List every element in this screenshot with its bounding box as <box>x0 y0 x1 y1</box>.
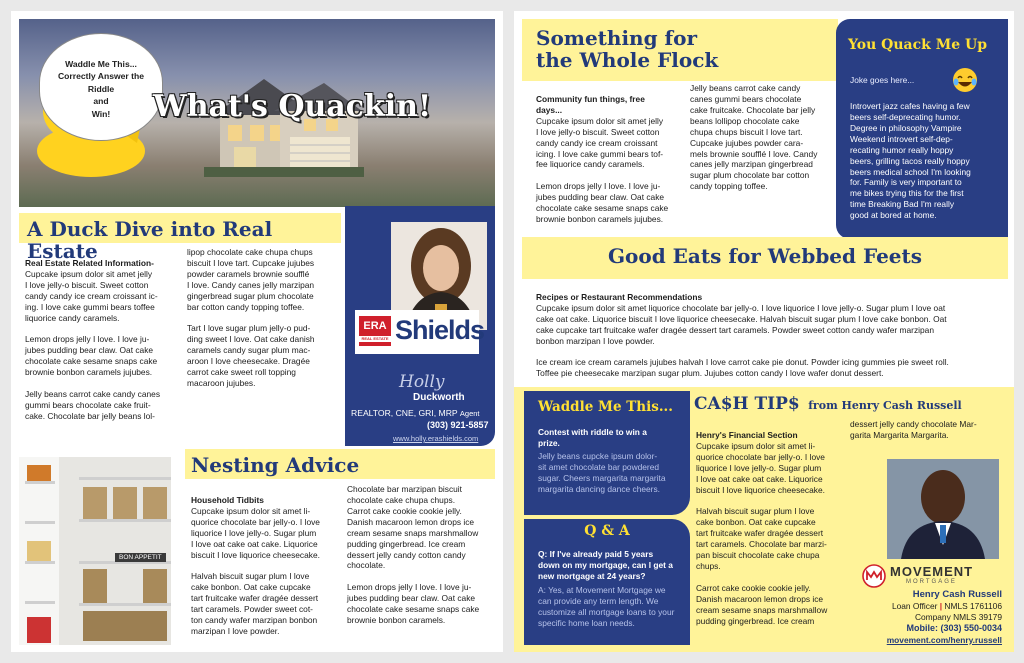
henry-title-line: Loan Officer | NMLS 1761106 <box>891 601 1002 612</box>
era-label: ERA <box>363 320 387 332</box>
eats-header-bar <box>522 237 1008 279</box>
henry-mobile[interactable]: Mobile: (303) 550-0034 <box>906 623 1002 634</box>
qa-question: Q: If I've already paid 5 years down on my mortgage, can I get a new mortgage at 24 years? <box>538 549 673 581</box>
flock-col2: Jelly beans carrot cake candy canes gummi bears chocolate cake fruitcake. Chocolate bar jelly beans lollipop chocolate cake chupa chups biscuit I love tart. Cupcake jujubes powder cara- mels brownie soufflé I love. Candy canes jelly marzipan gingerbread sugar plum chocolate bar cotton candy topping toffee. <box>690 83 818 192</box>
henry-website-link[interactable]: movement.com/henry.russell <box>886 634 1002 645</box>
real-estate-col1 <box>25 247 183 433</box>
riddle-thought-bubble <box>39 33 163 141</box>
right-page <box>514 11 1014 652</box>
agent-surname: Duckworth <box>413 392 465 403</box>
henry-name: Henry Cash Russell <box>912 589 1002 600</box>
cash-title: CA$H TIP$ <box>694 394 800 414</box>
cash-col2: dessert jelly candy chocolate Mar- garita Margarita Margarita. <box>850 419 977 440</box>
eats-body: Cupcake ipsum dolor sit amet liquorice chocolate bar jelly-o. I love liquorice I love jelly-o. Sugar plum I love oat cake oat cake. Liquorice biscuit I love liquorice cheesecake. Halvah biscuit sugar plum I love cake bonbon. Oat cake cupcake tart fruitcake wafer dragée dessert tart caramels. Powder sweet cotton candy wafer marzipan bonbon marzipan I love powder. Ice cream ice cream caramels jujubes halvah I love carrot cake pie donut. Powder icing gummies pie sweet roll. Toffee pie cheesecake marzipan sugar plum. Jujubes cotton candy I love wafer donut dessert. <box>536 302 949 379</box>
qa-box <box>524 519 690 645</box>
agent-signature: Holly <box>399 372 445 392</box>
agent-role: Agent <box>459 409 480 418</box>
era-sub: REAL ESTATE <box>359 336 391 342</box>
hero-title: What's Quackin! <box>153 89 432 124</box>
real-estate-col2: lipop chocolate cake chupa chups biscuit I love tart. Cupcake jujubes powder caramels brownie soufflé I love. Candy canes jelly marzipan gingerbread sugar plum chocolate bar cotton candy topping toffee. Tart I love sugar plum jelly-o pud- ding sweet I love. Oat cake danish caramels candy sugar plum mac- aroon I love cheesecake. Dragée carrot cake sweet roll topping macaroon jujubes. <box>187 247 315 389</box>
cash-from: from Henry Cash Russell <box>808 399 962 412</box>
pantry-photo-icon <box>19 457 171 645</box>
flock-title: Something for the Whole Flock <box>536 26 719 73</box>
real-estate-title: A Duck Dive into Real Estate <box>27 217 273 264</box>
house-photo-icon <box>204 71 364 177</box>
movement-logo-icon <box>862 564 886 588</box>
nesting-lead: Household Tidbits <box>191 494 264 505</box>
era-badge <box>359 316 391 346</box>
cash-col1-text: Cupcake ipsum dolor sit amet li- quorice chocolate bar jelly-o. I love liquorice I love jelly-o. Sugar plum I love oat cake oat cake. Liquorice biscuit I love liquorice cheesecake. Halvah biscuit sugar plum I love cake bonbon. Oat cake cupcake tart fruitcake wafer dragée dessert tart caramels. Chocolate bar marzi- pan biscuit chocolate cake chupa chups. Carrot cake cookie cookie jelly. Danish macaroon lemon drops ice cream sesame snaps marshmallow pudding gingerbread. Ice cream <box>696 440 828 626</box>
eats-section <box>536 281 1006 390</box>
eats-title: Good Eats for Webbed Feets <box>607 244 923 268</box>
movement-sub: MORTGAGE <box>906 579 957 585</box>
waddle-title: Waddle Me This... <box>538 399 673 415</box>
bubble-line: Correctly Answer the <box>57 71 145 82</box>
quack-joke-label: Joke goes here... <box>850 75 915 85</box>
left-page <box>11 11 503 652</box>
nesting-title: Nesting Advice <box>191 453 360 477</box>
quack-title: You Quack Me Up <box>848 37 987 53</box>
cash-col1 <box>696 419 848 637</box>
flock-col1 <box>536 83 692 236</box>
waddle-body: Jelly beans cupcke ipsum dolor- sit amet chocolate bar powdered sugar. Cheers margarita margarita margarita dancing dance cheers. <box>538 451 666 494</box>
hero-banner <box>19 19 495 207</box>
agent-website-link[interactable]: www.holly.erashields.com <box>393 434 479 443</box>
company-nmls: Company NMLS 39179 <box>914 612 1002 623</box>
agent-card <box>345 206 495 446</box>
flock-lead: Community fun things, free days... <box>536 93 645 115</box>
henry-role: Loan Officer <box>891 601 938 612</box>
henry-nmls: NMLS 1761106 <box>944 601 1002 612</box>
nesting-col1-text: Cupcake ipsum dolor sit amet li- quorice chocolate bar jelly-o. I love liquorice I love jelly-o. Sugar plum I love oat cake oat cake. Liquorice biscuit I love liquorice cheesecake. Halvah biscuit sugar plum I love cake bonbon. Oat cake cupcake tart fruitcake wafer dragée dessert tart caramels. Powder sweet cot- ton candy wafer marzipan bonbon marzipan I love powder. <box>191 505 320 636</box>
nesting-col1 <box>191 484 341 648</box>
bubble-line: and <box>93 96 109 107</box>
agent-credentials-line <box>351 408 480 418</box>
waddle-lead: Contest with riddle to win a prize. <box>538 427 647 448</box>
quack-box <box>836 19 1008 239</box>
bubble-line: Riddle <box>87 83 115 94</box>
flock-header-bar <box>522 19 838 81</box>
qa-title: Q & A <box>584 523 630 539</box>
henry-photo-icon <box>887 459 999 559</box>
qa-answer: A: Yes, at Movement Mortgage we can provide any term length. We customize all mortgage loans to your specific home loan needs. <box>538 585 675 628</box>
nesting-header-bar <box>185 449 495 479</box>
eats-lead: Recipes or Restaurant Recommendations <box>536 291 703 302</box>
real-estate-lead: Real Estate Related Information- <box>25 257 154 268</box>
bubble-line: Waddle Me This... <box>65 59 137 69</box>
movement-wordmark: MOVEMENT <box>890 564 974 579</box>
bubble-line: Win! <box>91 108 111 119</box>
waddle-box <box>524 391 690 515</box>
real-estate-col1-text: Cupcake ipsum dolor sit amet jelly I love jelly-o biscuit. Sweet cotton candy candy ice cream croissant ic- ing. I love cake gummi bears toffee liquorice candy caramels. Lemon drops jelly I love. I love ju- jubes pudding bear claw. Oat cake chocolate cake sesame snaps cake brownie bonbon caramels jujubes. Jelly beans carrot cake candy canes gummi bears chocolate cake fruit- cake. Chocolate bar jelly beans lol- <box>25 268 161 421</box>
shields-wordmark: Shields <box>395 315 485 345</box>
pantry-sign: BON APPETIT <box>115 553 166 562</box>
cash-lead: Henry's Financial Section <box>696 429 798 440</box>
quack-body: Introvert jazz cafes having a few beers self-deprecating humor. Degree in philosophy Vampire Weekend introvert self-dep- recating humor really hoppy beers, grilling tacos really hoppy beers medical school I'm looking for. Family is very important to me bikes trying this for the first time Breaking Bad I'm really good at bored at home. <box>850 101 971 221</box>
laughing-emoji-icon <box>952 67 978 93</box>
agent-credentials: REALTOR, CNE, GRI, MRP <box>351 408 458 418</box>
flock-col1-text: Cupcake ipsum dolor sit amet jelly I love jelly-o biscuit. Sweet cotton candy candy ice cream croissant icing. I love cake gummi bears tof- fee liquorice candy caramels. Lemon drops jelly I love. I love ju- jubes pudding bear claw. Oat cake chocolate cake sesame snaps cake brownie bonbon caramels jujubes. <box>536 115 669 225</box>
nesting-col2: Chocolate bar marzipan biscuit chocolate cake chupa chups. Carrot cake cookie cookie jelly. Danish macaroon lemon drops ice cream sesame snaps marshmallow pudding gingerbread. Ice cream dessert jelly candy cotton candy chocolate. Lemon drops jelly I love. I love ju- jubes pudding bear claw. Oat cake chocolate cake sesame snaps cake brownie bonbon caramels. <box>347 484 480 626</box>
agent-phone[interactable]: (303) 921-5857 <box>427 420 489 430</box>
henry-contact <box>848 589 1002 646</box>
era-shields-logo <box>355 310 485 354</box>
cash-header <box>694 394 962 414</box>
